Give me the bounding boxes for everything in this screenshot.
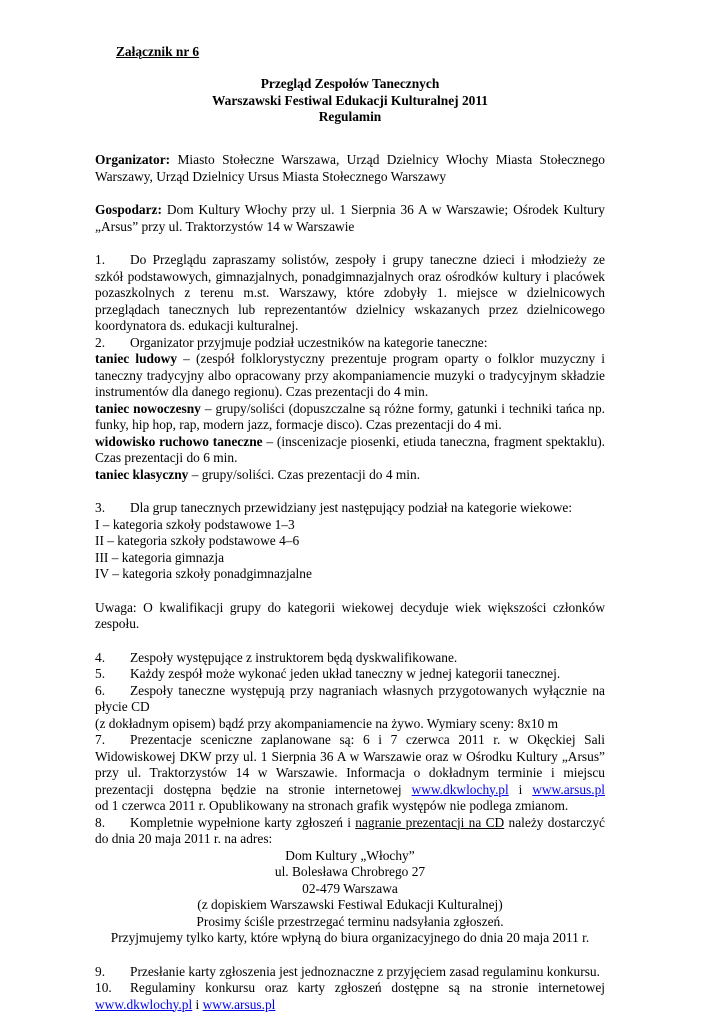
organizer-line-1: Organizator: Miasto Stołeczne Warszawa, Urząd Dzielnicy Włochy Miasta Stołecznego <box>95 152 605 167</box>
p6-line-2: płycie CD <box>95 699 150 714</box>
document-title <box>95 76 605 126</box>
address-line-6: Przyjmujemy tylko karty, które wpłyną do biura organizacyjnego do dnia 20 maja 2011 r. <box>110 930 590 945</box>
p7-line-4: prezentacji dostępna będzie na stronie internetowej www.dkwlochy.pl i www.arsus.pl <box>95 781 605 797</box>
p4-line: 4. Zespoły występujące z instruktorem będą dyskwalifikowane. <box>95 649 458 665</box>
p10-line-2: www.dkwlochy.pl i www.arsus.pl <box>95 996 276 1012</box>
p9-line: 9. Przesłanie karty zgłoszenia jest jednoznaczne z przyjęciem zasad regulaminu konkursu. <box>95 963 600 979</box>
classic-label: taniec klasyczny <box>95 466 189 482</box>
show-label: widowisko ruchowo taneczne <box>95 433 263 449</box>
p3-line: 3. Dla grup tanecznych przewidziany jest następujący podział na kategorie wiekowe: <box>95 500 573 515</box>
folk-label: taniec ludowy <box>95 351 178 366</box>
classic-line-1: taniec klasyczny – grupy/soliści. Czas prezentacji do 4 min. <box>95 466 421 482</box>
note-line-1: Uwaga: O kwalifikacji grupy do kategorii wiekowej decyduje wiek większości członków <box>95 599 605 615</box>
age-category-2: II – kategoria szkoły podstawowe 4–6 <box>95 533 300 548</box>
organizer-label: Organizator: <box>95 152 171 167</box>
p6-line-3: (z dokładnym opisem) bądź przy akompaniamencie na żywo. Wymiary sceny: 8x10 m <box>95 715 559 731</box>
age-category-4: IV – kategoria szkoły ponadgimnazjalne <box>95 566 312 581</box>
host-label: Gospodarz: <box>95 202 162 217</box>
modern-label: taniec nowoczesny <box>95 400 201 416</box>
folk-line-2: taneczny tradycyjny albo opracowany przy akompaniamencie muzyki o tradycyjnym składzie <box>95 367 605 383</box>
show-line-2: Czas prezentacji do 6 min. <box>95 450 238 465</box>
p1-line-5: koordynatora ds. edukacji kulturalnej. <box>95 318 299 333</box>
title-line-2: Warszawski Festiwal Edukacji Kulturalnej 2011 <box>211 92 488 108</box>
p7-line-3: przy ul. Traktorzystów 14 w Warszawie. Informacja o dokładnym terminie i miejscu <box>95 765 605 780</box>
p5-line: 5. Każdy zespół może wykonać jeden układ taneczny w jednej kategorii tanecznej. <box>95 666 561 681</box>
p10-line-1: 10. Regulaminy konkursu oraz karty zgłoszeń dostępne są na stronie internetowej <box>95 980 605 995</box>
p7-line-5: od 1 czerwca 2011 r. Opublikowany na stronach grafik występów nie podlega zmianom. <box>95 798 569 813</box>
address-line-3: 02-479 Warszawa <box>302 880 398 896</box>
address-line-5: Prosimy ściśle przestrzegać terminu nadsyłania zgłoszeń. <box>196 913 504 929</box>
p2-line: 2. Organizator przyjmuje podział uczestników na kategorie taneczne: <box>95 334 488 350</box>
dkwlochy-link-2[interactable]: www.dkwlochy.pl <box>95 996 193 1012</box>
p7-line-1: 7. Prezentacje sceniczne zaplanowane są: 6 i 7 czerwca 2011 r. w Okęckiej Sali <box>95 732 605 747</box>
arsus-link[interactable]: www.arsus.pl <box>532 781 605 797</box>
age-category-1: I – kategoria szkoły podstawowe 1–3 <box>95 516 295 532</box>
modern-line-1: taniec nowoczesny – grupy/soliści (dopuszczalne są różne formy, gatunki i techniki tańca np. <box>95 400 606 416</box>
host-line-1: Gospodarz: Dom Kultury Włochy przy ul. 1 Sierpnia 36 A w Warszawie; Ośrodek Kultury <box>95 202 605 217</box>
title-line-1: Przegląd Zespołów Tanecznych <box>260 76 440 91</box>
folk-line-3: instrumentów dla danego regionu). Czas prezentacji do 4 min. <box>95 384 429 399</box>
age-category-3: III – kategoria gimnazja <box>95 549 225 565</box>
p1-line-4: przeglądach tanecznych lub reprezentantów dzielnicy wskazanych przez dzielnicowego <box>95 301 605 317</box>
title-line-3: Regulamin <box>318 109 382 124</box>
address-line-4: (z dopiskiem Warszawski Festiwal Edukacji Kulturalnej) <box>197 897 503 912</box>
p6-line-1: 6. Zespoły taneczne występują przy nagraniach własnych przygotowanych wyłącznie na <box>95 682 605 698</box>
p8-line-1: 8. Kompletnie wypełnione karty zgłoszeń i nagranie prezentacji na CD należy dostarczyć <box>95 814 606 830</box>
p1-line-3: pozaszkolnych z terenu m.st. Warszawy, które zdobyły 1. miejsce w dzielnicowych <box>95 285 605 300</box>
show-line-1: widowisko ruchowo taneczne – (inscenizacje piosenki, etiuda taneczna, fragment spektaklu). <box>95 433 605 449</box>
p1-line-2: szkół podstawowych, gimnazjalnych, ponadgimnazjalnych oraz ośrodków kultury i placówek <box>95 268 605 284</box>
p8-line-2: do dnia 20 maja 2011 r. na adres: <box>95 831 273 846</box>
p1-line-1: 1. Do Przeglądu zapraszamy solistów, zespoły i grupy taneczne dzieci i młodzieży ze <box>95 252 605 267</box>
organizer-line-2: Warszawy, Urząd Dzielnicy Ursus Miasta Stołecznego Warszawy <box>95 168 447 184</box>
arsus-link-2[interactable]: www.arsus.pl <box>202 996 276 1012</box>
address-line-2: ul. Bolesława Chrobrego 27 <box>274 864 426 879</box>
folk-line-1: taniec ludowy – (zespół folklorystyczny prezentuje program oparty o folklor muzyczny i <box>95 351 606 366</box>
host-line-2: „Arsus” przy ul. Traktorzystów 14 w Warszawie <box>95 218 355 234</box>
document-body <box>95 152 605 1013</box>
dkwlochy-link[interactable]: www.dkwlochy.pl <box>411 781 509 797</box>
modern-line-2: funky, hip hop, rap, modern jazz, formacje disco). Czas prezentacji do 4 mi. <box>95 417 502 432</box>
p7-line-2: Widowiskowej DKW przy ul. 1 Sierpnia 36 A w Warszawie oraz w Ośrodku Kultury „Arsus” <box>95 748 605 764</box>
attachment-label: Załącznik nr 6 <box>116 44 200 59</box>
address-line-1: Dom Kultury „Włochy” <box>285 847 415 863</box>
note-line-2: zespołu. <box>95 616 140 631</box>
